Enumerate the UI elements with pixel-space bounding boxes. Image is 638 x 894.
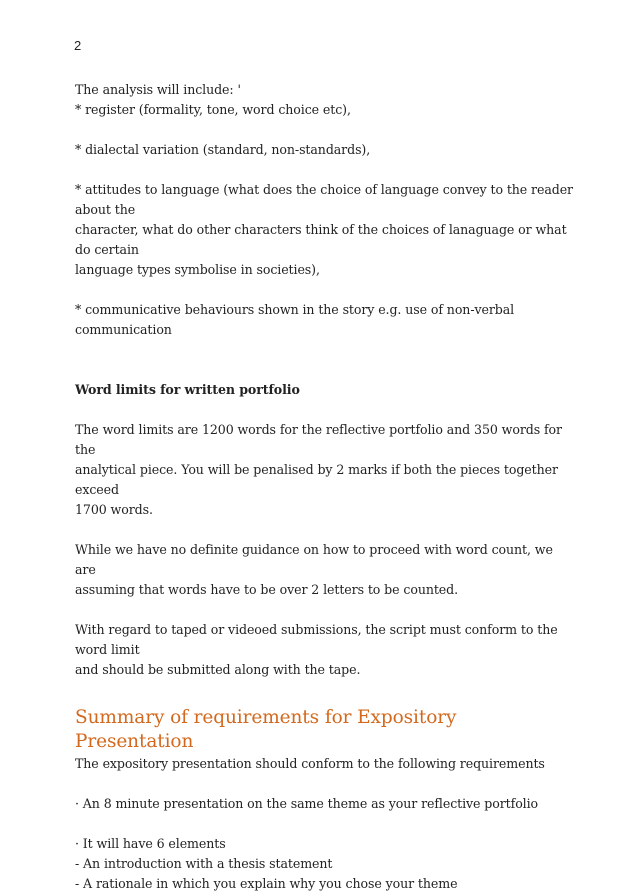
analysis-item-attitudes-1: * attitudes to language (what does the choice of language convey to the reader about the	[75, 182, 573, 217]
page-number: 2	[74, 38, 82, 53]
summary-bullet-2: · It will have 6 elements	[75, 836, 226, 851]
summary-dash-2: - A rationale in which you explain why you chose your theme	[75, 876, 458, 891]
word-limits-para2-line1: While we have no definite guidance on how to proceed with word count, we are	[75, 542, 553, 577]
word-limits-heading: Word limits for written portfolio	[75, 382, 300, 397]
analysis-item-attitudes-3: language types symbolise in societies),	[75, 262, 320, 277]
summary-intro: The expository presentation should conform to the following requirements	[75, 756, 545, 771]
word-limits-para1-line3: 1700 words.	[75, 502, 153, 517]
analysis-item-register: * register (formality, tone, word choice etc),	[75, 102, 351, 117]
analysis-item-dialectal: * dialectal variation (standard, non-standards),	[75, 142, 371, 157]
summary-dash-1: - An introduction with a thesis statement	[75, 856, 333, 871]
analysis-item-communicative: * communicative behaviours shown in the story e.g. use of non-verbal communication	[75, 302, 515, 337]
word-limits-para1-line1: The word limits are 1200 words for the reflective portfolio and 350 words for the	[75, 422, 562, 457]
word-limits-para3-line1: With regard to taped or videoed submissions, the script must conform to the word limit	[75, 622, 558, 657]
word-limits-para2-line2: assuming that words have to be over 2 letters to be counted.	[75, 582, 459, 597]
word-limits-para1-line2: analytical piece. You will be penalised by 2 marks if both the pieces together exceed	[75, 462, 558, 497]
document-body	[75, 80, 575, 894]
summary-heading: Summary of requirements for Expository Presentation	[75, 707, 457, 752]
analysis-intro: The analysis will include: '	[75, 82, 241, 97]
word-limits-para3-line2: and should be submitted along with the tape.	[75, 662, 361, 677]
summary-bullet-1: · An 8 minute presentation on the same theme as your reflective portfolio	[75, 796, 539, 811]
analysis-item-attitudes-2: character, what do other characters think of the choices of lanaguage or what do certain	[75, 222, 567, 257]
